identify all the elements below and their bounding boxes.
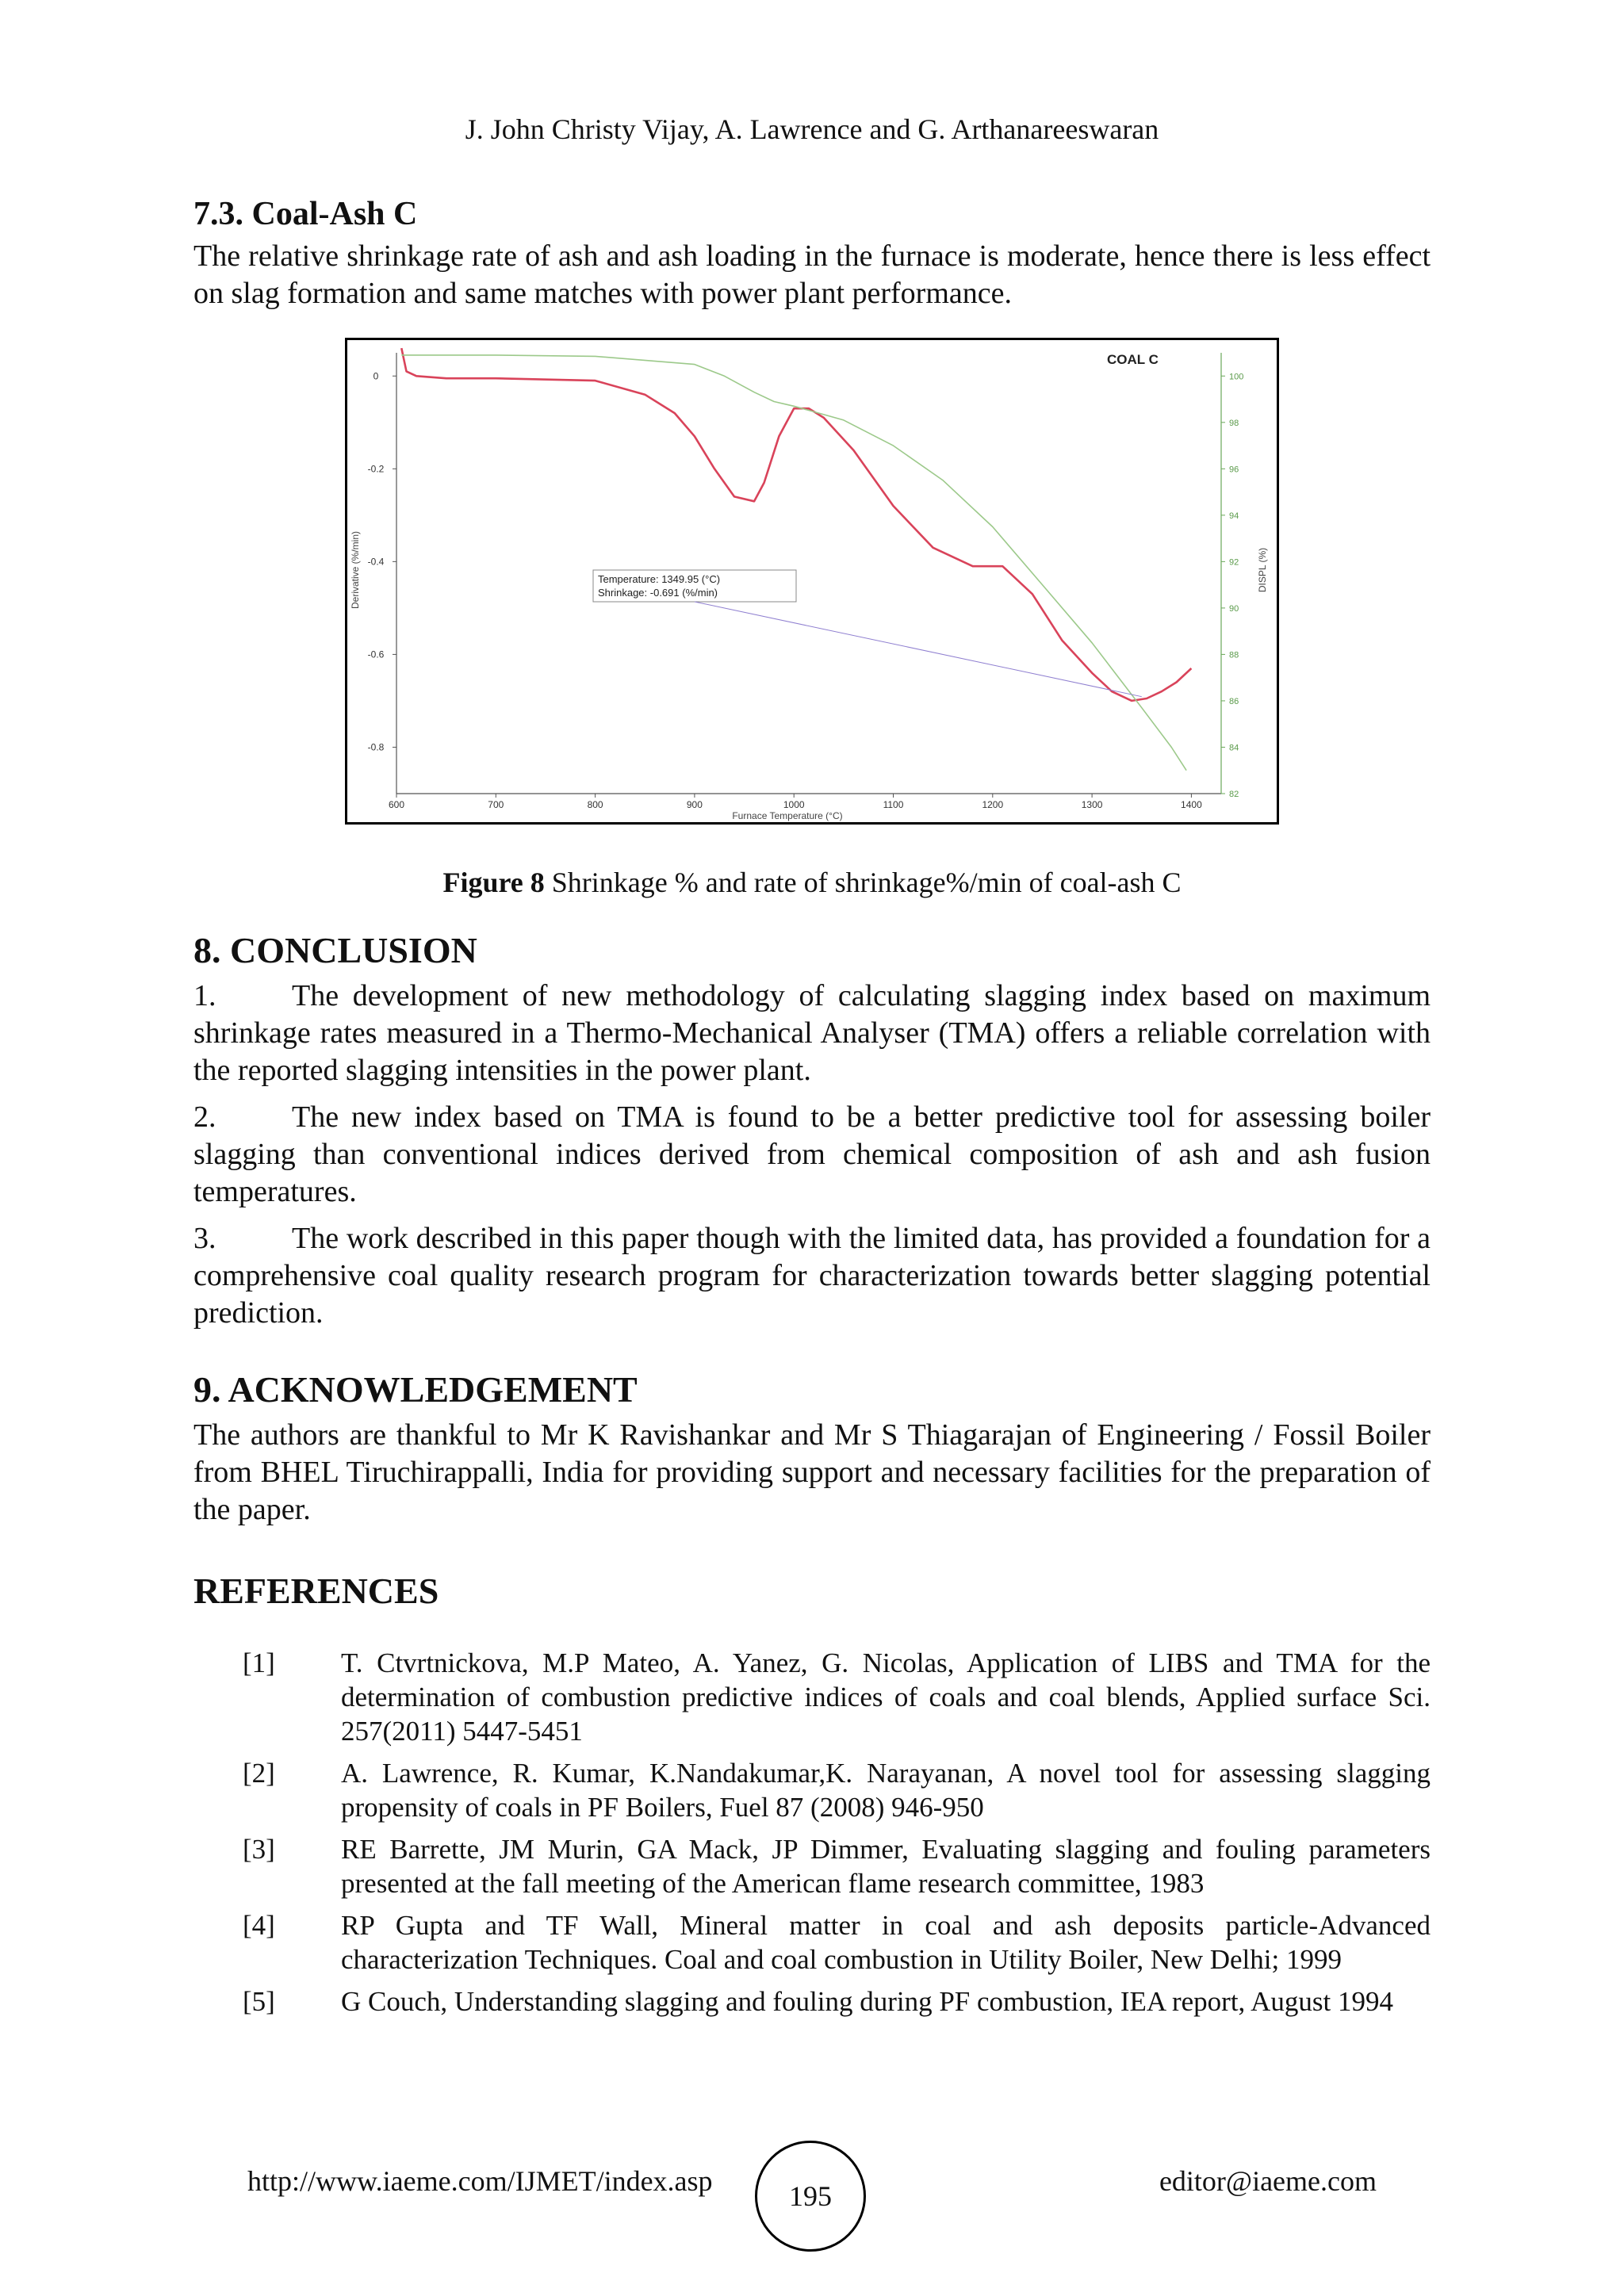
reference-number: [2]	[243, 1758, 275, 1789]
x-tick-label: 600	[388, 799, 405, 810]
x-tick-label: 800	[587, 799, 603, 810]
y-right-tick-label: 84	[1229, 743, 1239, 753]
chart-annotation	[593, 570, 1142, 697]
y-right-tick-label: 86	[1229, 696, 1239, 706]
conclusion-item-text: The new index based on TMA is found to be a better predictive tool for assessing boiler slagging than conventional indices derived from chemical composition of ash and ash fusion temperatures.	[193, 1100, 1431, 1208]
section-acknowledgement	[193, 1368, 1431, 1529]
x-tick-label: 1400	[1181, 799, 1202, 810]
y-axis-right-label: DISPL (%)	[1257, 547, 1268, 593]
y-right-tick-label: 82	[1229, 790, 1239, 799]
figure-8-chart	[345, 338, 1279, 825]
conclusion-item-2	[193, 1099, 1431, 1211]
x-tick-label: 1100	[883, 799, 904, 810]
y-right-tick-label: 92	[1229, 557, 1239, 568]
figure-caption-text: Shrinkage % and rate of shrinkage%/min of coal-ash C	[551, 867, 1182, 898]
annotation-temperature: Temperature: 1349.95 (°C)	[598, 573, 721, 585]
references-heading-wrap	[193, 1570, 1431, 1612]
x-tick-label: 900	[686, 799, 703, 810]
ack-title: 9. ACKNOWLEDGEMENT	[193, 1369, 638, 1410]
conclusion-title: 8. CONCLUSION	[193, 930, 477, 970]
reference-item	[193, 1832, 1431, 1900]
displacement-series-line	[401, 355, 1186, 771]
section-7-3	[193, 195, 1431, 312]
x-tick-label: 700	[488, 799, 504, 810]
reference-number: [5]	[243, 1986, 275, 2017]
derivative-series-line	[401, 348, 1191, 701]
reference-number: [3]	[243, 1834, 275, 1865]
x-axis-label: Furnace Temperature (°C)	[732, 810, 843, 821]
y-left-tick-label: -0.8	[367, 741, 385, 753]
conclusion-item-number: 2.	[193, 1100, 216, 1134]
conclusion-item-number: 1.	[193, 979, 216, 1012]
page-number: 195	[755, 2141, 866, 2252]
reference-text: A. Lawrence, R. Kumar, K.Nandakumar,K. Narayanan, A novel tool for assessing slagging propensity of coals in PF Boilers, Fuel 87 (2008) 946-950	[341, 1758, 1431, 1823]
conclusion-item-text: The development of new methodology of calculating slagging index based on maximum shrinkage rates measured in a Thermo-Mechanical Analyser (TMA) offers a reliable correlation with the reported slagging intensities in the power plant.	[193, 979, 1431, 1087]
figure-label: Figure 8	[442, 867, 545, 898]
conclusion-item-1	[193, 978, 1431, 1089]
y-right-tick-label: 94	[1229, 511, 1239, 521]
section-7-3-text: The relative shrinkage rate of ash and ash loading in the furnace is moderate, hence there is less effect on slag formation and same matches with power plant performance.	[193, 239, 1431, 310]
y-left-tick-label: 0	[373, 370, 379, 382]
x-tick-label: 1000	[783, 799, 805, 810]
section-conclusion	[193, 929, 1431, 1332]
reference-item	[193, 1984, 1431, 2019]
annotation-leader-line	[695, 602, 1142, 697]
chart-axes	[396, 353, 1221, 794]
references-list	[193, 1646, 1431, 2026]
x-tick-label: 1300	[1081, 799, 1103, 810]
reference-text: RE Barrette, JM Murin, GA Mack, JP Dimmer, Evaluating slagging and fouling parameters presented at the fall meeting of the American flame research committee, 1983	[341, 1834, 1431, 1899]
reference-item	[193, 1908, 1431, 1976]
y-right-tick-label: 98	[1229, 418, 1239, 428]
figure-caption	[0, 866, 1624, 899]
y-right-tick-label: 100	[1229, 372, 1244, 382]
y-left-tick-label: -0.4	[367, 556, 385, 568]
annotation-shrinkage: Shrinkage: -0.691 (%/min)	[598, 587, 718, 599]
references-title: REFERENCES	[193, 1571, 439, 1611]
conclusion-item-3	[193, 1220, 1431, 1332]
y-right-tick-label: 88	[1229, 650, 1239, 660]
reference-item	[193, 1756, 1431, 1824]
running-head: J. John Christy Vijay, A. Lawrence and G. Arthanareeswaran	[465, 113, 1159, 145]
reference-text: RP Gupta and TF Wall, Mineral matter in coal and ash deposits particle-Advanced characterization Techniques. Coal and coal combustion in Utility Boiler, New Delhi; 1999	[341, 1910, 1431, 1975]
conclusion-item-number: 3.	[193, 1222, 216, 1255]
y-axis-left-label: Derivative (%/min)	[350, 530, 361, 610]
x-tick-label: 1200	[982, 799, 1004, 810]
y-left-tick-label: -0.6	[367, 649, 385, 660]
y-right-tick-label: 90	[1229, 603, 1239, 614]
conclusion-item-text: The work described in this paper though with the limited data, has provided a foundation for a comprehensive coal quality research program for characterization towards better slagging potential prediction.	[193, 1222, 1431, 1330]
chart-title: COAL C	[1107, 352, 1159, 367]
reference-item	[193, 1646, 1431, 1748]
reference-text: T. Ctvrtnickova, M.P Mateo, A. Yanez, G. Nicolas, Application of LIBS and TMA for the determination of combustion predictive indices of coals and coal blends, Applied surface Sci. 257(2011) 5447-5451	[341, 1647, 1431, 1747]
y-right-tick-label: 96	[1229, 465, 1239, 475]
chart-series	[401, 348, 1191, 771]
reference-number: [1]	[243, 1647, 275, 1678]
chart-svg	[347, 340, 1277, 822]
y-left-tick-label: -0.2	[367, 463, 385, 475]
reference-text: G Couch, Understanding slagging and fouling during PF combustion, IEA report, August 1994	[341, 1986, 1393, 2017]
reference-number: [4]	[243, 1910, 275, 1941]
footer-email-link[interactable]: editor@iaeme.com	[1159, 2165, 1377, 2197]
section-7-3-title: 7.3. Coal-Ash C	[193, 196, 418, 232]
page-footer	[0, 2141, 1624, 2244]
footer-url-link[interactable]: http://www.iaeme.com/IJMET/index.asp	[247, 2165, 713, 2197]
ack-text: The authors are thankful to Mr K Ravishankar and Mr S Thiagarajan of Engineering / Fossil Boiler from BHEL Tiruchirappalli, India for providing support and necessary facilities for the preparation of the paper.	[193, 1418, 1431, 1526]
chart-ticks	[368, 370, 1244, 810]
